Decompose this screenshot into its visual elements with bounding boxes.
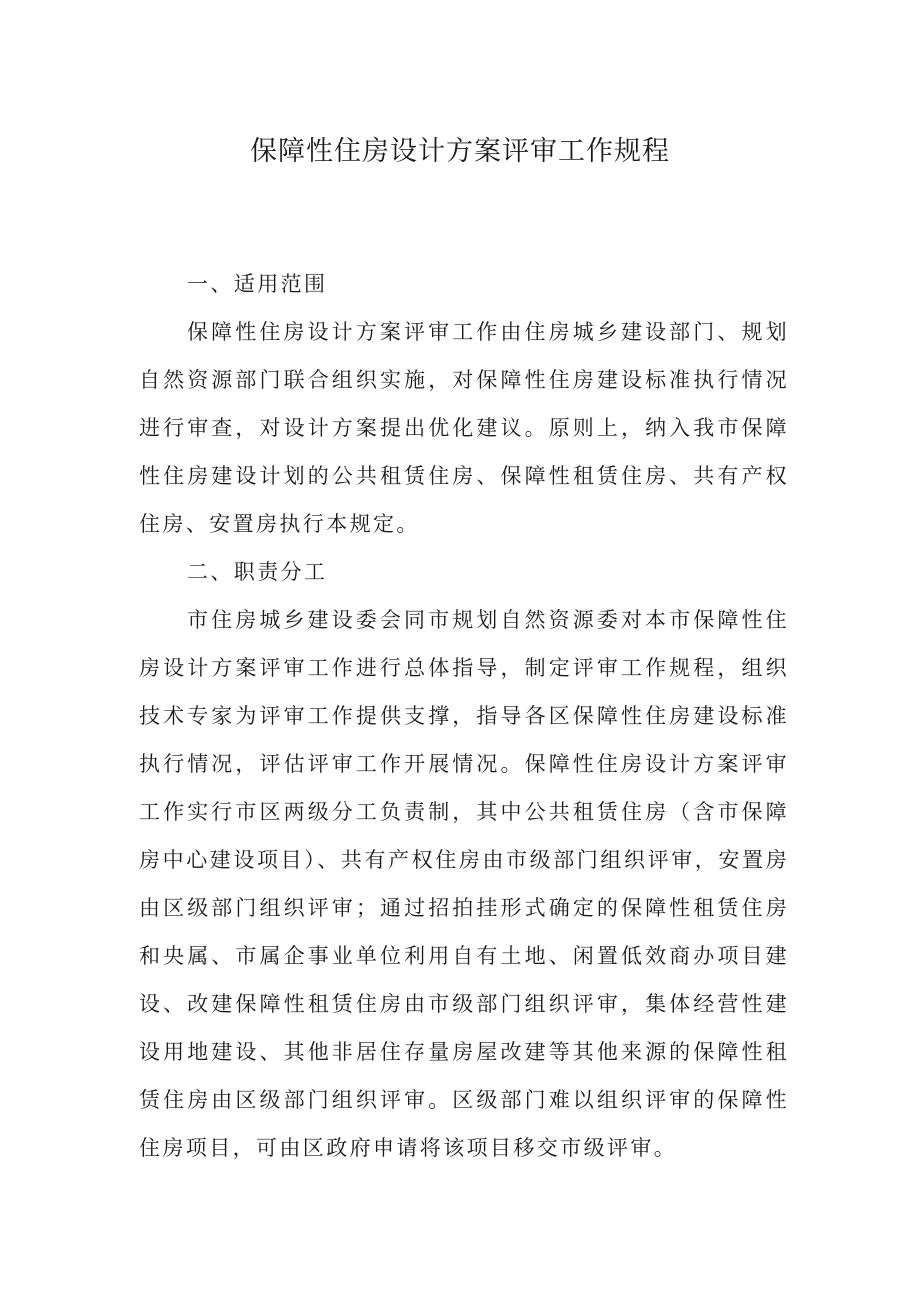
document-body: [139, 260, 789, 1172]
section-paragraph-responsibilities: 市住房城乡建设委会同市规划自然资源委对本市保障性住房设计方案评审工作进行总体指导，制定评审工作规程，组织技术专家为评审工作提供支撑，指导各区保障性住房建设标准执行情况，评估评审工作开展情况。保障性住房设计方案评审工作实行市区两级分工负责制，其中公共租赁住房（含市保障房中心建设项目）、共有产权住房由市级部门组织评审，安置房由区级部门组织评审；通过招拍挂形式确定的保障性租赁住房和央属、市属企事业单位利用自有土地、闲置低效商办项目建设、改建保障性租赁住房由市级部门组织评审，集体经营性建设用地建设、其他非居住存量房屋改建等其他来源的保障性租赁住房由区级部门组织评审。区级部门难以组织评审的保障性住房项目，可由区政府申请将该项目移交市级评审。: [139, 608, 789, 1160]
section-heading-responsibilities: 二、职责分工: [187, 560, 328, 584]
document-title: 保障性住房设计方案评审工作规程: [250, 136, 670, 167]
section-scope: [139, 260, 789, 548]
section-heading-scope: 一、适用范围: [187, 272, 328, 296]
section-responsibilities: [139, 548, 789, 1172]
section-paragraph-scope: 保障性住房设计方案评审工作由住房城乡建设部门、规划自然资源部门联合组织实施，对保障性住房建设标准执行情况进行审查，对设计方案提出优化建议。原则上，纳入我市保障性住房建设计划的公共租赁住房、保障性租赁住房、共有产权住房、安置房执行本规定。: [139, 320, 789, 536]
